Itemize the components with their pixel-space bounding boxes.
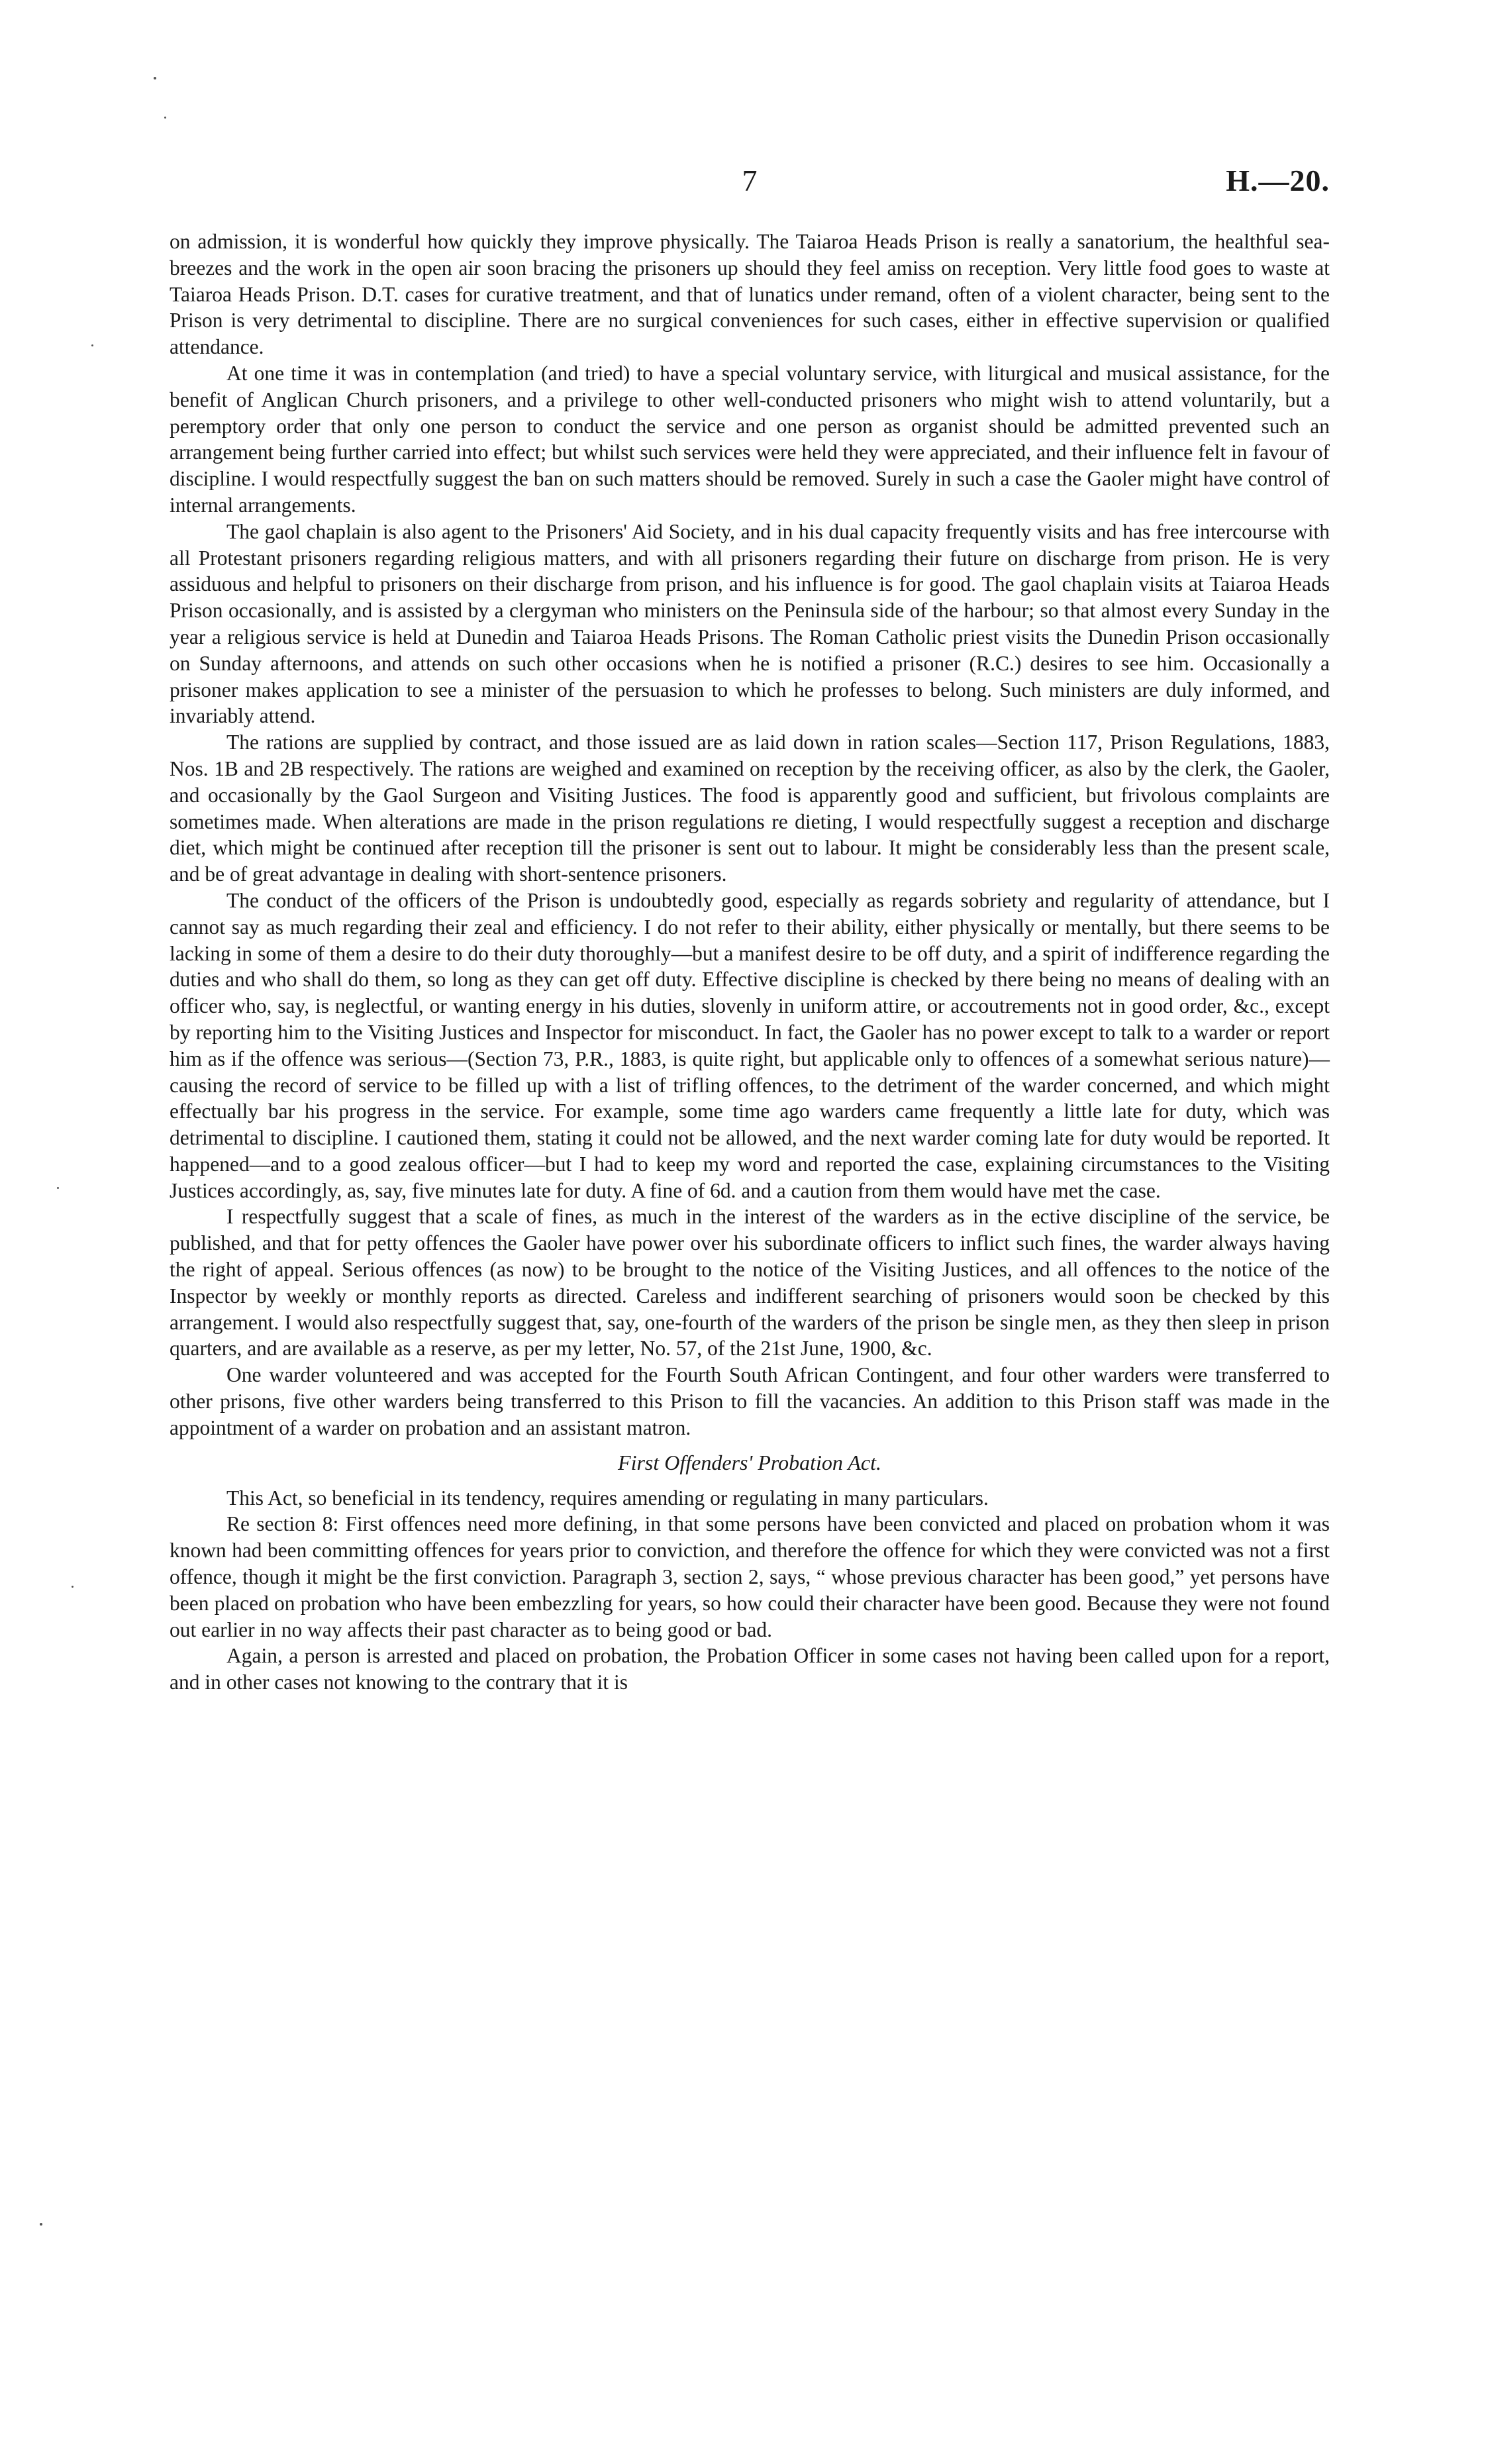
document-body: [170, 229, 1330, 1696]
paragraph: At one time it was in contemplation (and tried) to have a special voluntary service, with liturgical and musical assistance, for the benefit of Anglican Church prisoners, and a privilege to other well-conducted prisoners who might wish to attend voluntarily, but a peremptory order that only one person to conduct the service and one person as organist should be admitted prevented such an arrangement being further carried into effect; but whilst such services were held they were appreciated, and their influence felt in favour of discipline. I would respectfully suggest the ban on such matters should be removed. Surely in such a case the Gaoler might have control of internal arrangements.: [170, 361, 1330, 517]
speck: [40, 2223, 42, 2226]
paragraph: The gaol chaplain is also agent to the Prisoners' Aid Society, and in his dual capacity frequently visits and has free intercourse with all Protestant prisoners regarding religious matters, and with all prisoners regarding their future on discharge from prison. He is very assiduous and helpful to prisoners on their discharge from prison, and his influence is for good. The gaol chaplain visits at Taiaroa Heads Prison occasionally, and is assisted by a clergyman who ministers on the Peninsula side of the harbour; so that almost every Sunday in the year a religious service is held at Dunedin and Taiaroa Heads Prisons. The Roman Catholic priest visits the Dunedin Prison occasionally on Sunday afternoons, and attends on such other occasions when he is notified a prisoner (R.C.) desires to see him. Occasionally a prisoner makes application to see a minister of the persuasion to which he professes to belong. Such ministers are duly informed, and invariably attend.: [170, 519, 1330, 728]
paragraph: I respectfully suggest that a scale of fines, as much in the interest of the warders as in the ective discipline of the service, be published, and that for petty offences the Gaoler have power over his subordinate officers to inflict such fines, the warder always having the right of appeal. Serious offences (as now) to be brought to the notice of the Visiting Justices, and all offences to the notice of the Inspector by weekly or monthly reports as directed. Careless and indifferent searching of prisoners would soon be checked by this arrangement. I would also respectfully suggest that, say, one-fourth of the warders of the prison be single men, as they then sleep in prison quarters, and are available as a reserve, as per my letter, No. 57, of the 21st June, 1900, &c.: [170, 1205, 1330, 1360]
paragraph: on admission, it is wonderful how quickly they improve physically. The Taiaroa Heads Prison is really a sanatorium, the healthful sea-breezes and the work in the open air soon bracing the prisoners up should they feel amiss on reception. Very little food goes to waste at Taiaroa Heads Prison. D.T. cases for curative treatment, and that of lunatics under remand, often of a violent character, being sent to the Prison is very detrimental to discipline. There are no surgical conveniences for such cases, either in effective supervision or qualified attendance.: [170, 230, 1330, 359]
page-number: 7: [742, 164, 758, 197]
paragraph: The rations are supplied by contract, and those issued are as laid down in ration scales—Section 117, Prison Regulations, 1883, Nos. 1B and 2B respectively. The rations are weighed and examined on reception by the receiving officer, as also by the clerk, the Gaoler, and occasionally by the Gaol Surgeon and Visiting Justices. The food is apparently good and sufficient, but frivolous complaints are sometimes made. When alterations are made in the prison regulations re dieting, I would respectfully suggest a reception and discharge diet, which might be continued after reception till the prisoner is sent out to labour. It might be considerably less than the present scale, and be of great advantage in dealing with short-sentence prisoners.: [170, 731, 1330, 886]
paragraph: The conduct of the officers of the Prison is undoubtedly good, especially as regards sobriety and regularity of attendance, but I cannot say as much regarding their zeal and efficiency. I do not refer to their ability, either physically or mentally, but there seems to be lacking in some of them a desire to do their duty thoroughly—but a manifest desire to be off duty, and a spirit of indifference regarding the duties and who shall do them, so long as they can get off duty. Effective discipline is checked by there being no means of dealing with an officer who, say, is neglectful, or wanting energy in his duties, slovenly in uniform attire, or accoutrements not in good order, &c., except by reporting him to the Visiting Justices and Inspector for misconduct. In fact, the Gaoler has no power except to talk to a warder or report him as if the offence was serious—(Section 73, P.R., 1883, is quite right, but applicable only to offences of a somewhat serious nature)—causing the record of service to be filled up with a list of trifling offences, to the detriment of the warder concerned, and which might effectually bar his progress in the service. For example, some time ago warders came frequently a little late for duty, which was detrimental to discipline. I cautioned them, stating it could not be allowed, and the next warder coming late for duty would be reported. It happened—and to a good zealous officer—but I had to keep my word and reported the case, explaining circumstances to the Visiting Justices accordingly, as, say, five minutes late for duty. A fine of 6d. and a caution from them would have met the case.: [170, 888, 1330, 1202]
paragraph: This Act, so beneficial in its tendency, requires amending or regulating in many particulars.: [226, 1486, 989, 1510]
speck: [91, 344, 93, 346]
document-reference: H.—20.: [1226, 164, 1330, 197]
paragraph: Re section 8: First offences need more defining, in that some persons have been convicted and placed on probation whom it was known had been committing offences for years prior to conviction, and therefore the offence for which they were convicted was not a first offence, though it might be the first conviction. Paragraph 3, section 2, says, “ whose previous character has been good,” yet persons have been placed on probation who have been embezzling for years, so how could their character have been good. Because they were not found out earlier in no way affects their past character as to being good or bad.: [170, 1512, 1330, 1641]
paragraph: One warder volunteered and was accepted for the Fourth South African Contingent, and four other warders were transferred to other prisons, five other warders being transferred to this Prison to fill the vacancies. An addition to this Prison staff was made in the appointment of a warder on probation and an assistant matron.: [170, 1363, 1330, 1439]
section-heading: First Offenders' Probation Act.: [618, 1450, 881, 1474]
speck: [72, 1586, 74, 1588]
page-header: [170, 158, 1330, 204]
paragraph: Again, a person is arrested and placed on probation, the Probation Officer in some cases not having been called upon for a report, and in other cases not knowing to the contrary that it is: [170, 1644, 1330, 1694]
speck: [164, 117, 166, 119]
speck: [154, 77, 156, 79]
speck: [57, 1187, 59, 1189]
